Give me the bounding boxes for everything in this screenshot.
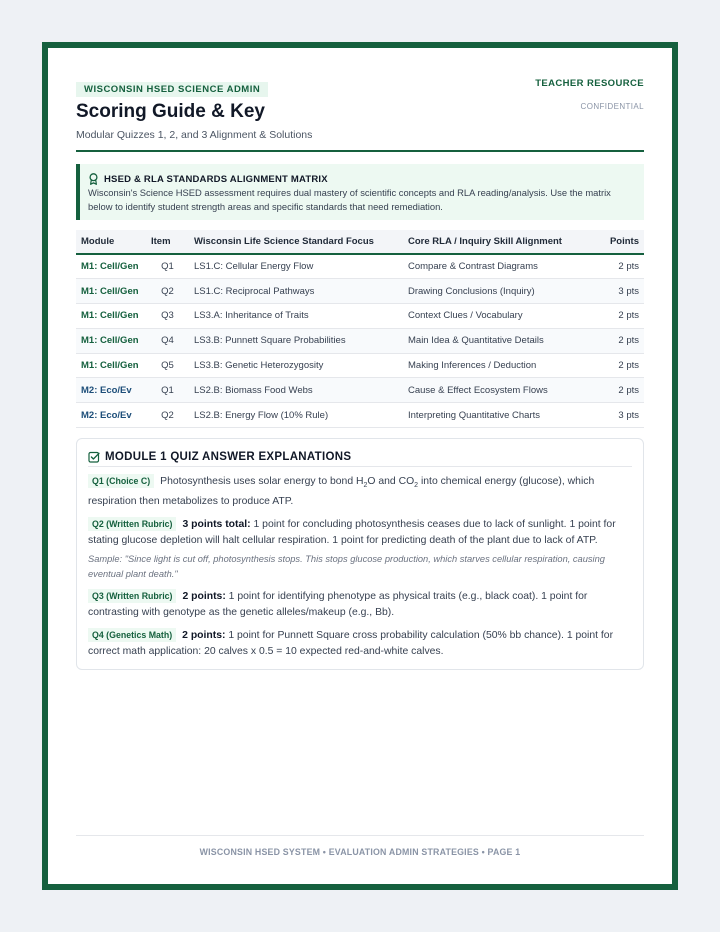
col-header-module: Module xyxy=(76,230,146,254)
cell-standard: LS1.C: Cellular Energy Flow xyxy=(189,254,403,279)
q1-text-c: into chemical energy (glucose), which respiration then metabolizes to produce ATP. xyxy=(88,476,595,508)
cell-skill: Context Clues / Vocabulary xyxy=(403,304,589,329)
q3-points: 2 points: xyxy=(182,591,226,603)
cell-item: Q3 xyxy=(146,304,189,329)
table-row xyxy=(76,304,644,329)
answer-explanations-card xyxy=(76,438,644,670)
footer-divider xyxy=(76,835,644,836)
callout-title: HSED & RLA STANDARDS ALIGNMENT MATRIX xyxy=(104,173,328,185)
table-row xyxy=(76,353,644,378)
q3-tag: Q3 (Written Rubric) xyxy=(88,589,176,603)
table-row xyxy=(76,378,644,403)
page-subtitle: Modular Quizzes 1, 2, and 3 Alignment & Solutions xyxy=(76,129,313,141)
cell-points: 3 pts xyxy=(589,403,644,428)
cell-points: 2 pts xyxy=(589,304,644,329)
table-row xyxy=(76,279,644,304)
q4-tag: Q4 (Genetics Math) xyxy=(88,628,176,642)
cell-skill: Main Idea & Quantitative Details xyxy=(403,328,589,353)
cell-item: Q1 xyxy=(146,378,189,403)
cell-standard: LS1.C: Reciprocal Pathways xyxy=(189,279,403,304)
answers-title: MODULE 1 QUIZ ANSWER EXPLANATIONS xyxy=(105,450,352,463)
answers-heading xyxy=(88,449,632,467)
page-header xyxy=(76,48,644,152)
cell-item: Q1 xyxy=(146,254,189,279)
alignment-callout xyxy=(76,164,644,220)
answer-q4 xyxy=(88,628,632,660)
scoring-guide-page xyxy=(42,42,678,890)
cell-points: 2 pts xyxy=(589,328,644,353)
cell-item: Q5 xyxy=(146,353,189,378)
q1-text-b: O and CO xyxy=(367,476,415,487)
cell-module: M2: Eco/Ev xyxy=(76,403,146,428)
cell-module: M1: Cell/Gen xyxy=(76,254,146,279)
q1-subscript-a: 2 xyxy=(363,482,368,490)
col-header-points: Points xyxy=(589,230,644,254)
table-row xyxy=(76,403,644,428)
q1-subscript-b: 2 xyxy=(414,482,419,490)
teacher-resource-label: TEACHER RESOURCE xyxy=(535,78,644,89)
program-badge: WISCONSIN HSED SCIENCE ADMIN xyxy=(76,82,268,97)
cell-skill: Compare & Contrast Diagrams xyxy=(403,254,589,279)
q1-text-a: Photosynthesis uses solar energy to bond H xyxy=(160,476,364,487)
cell-points: 2 pts xyxy=(589,254,644,279)
page-footer: WISCONSIN HSED SYSTEM • EVALUATION ADMIN STRATEGIES • PAGE 1 xyxy=(199,847,521,857)
cell-module: M1: Cell/Gen xyxy=(76,353,146,378)
cell-skill: Interpreting Quantitative Charts xyxy=(403,403,589,428)
cell-points: 2 pts xyxy=(589,378,644,403)
cell-module: M1: Cell/Gen xyxy=(76,304,146,329)
cell-item: Q4 xyxy=(146,328,189,353)
table-header-row xyxy=(76,230,644,254)
page-content xyxy=(76,48,644,857)
cell-module: M1: Cell/Gen xyxy=(76,279,146,304)
q4-points: 2 points: xyxy=(182,630,226,642)
cell-module: M2: Eco/Ev xyxy=(76,378,146,403)
cell-module: M1: Cell/Gen xyxy=(76,328,146,353)
cell-standard: LS3.A: Inheritance of Traits xyxy=(189,304,403,329)
answer-q3 xyxy=(88,589,632,621)
answer-q2 xyxy=(88,517,632,549)
col-header-item: Item xyxy=(146,230,189,254)
callout-text: Wisconsin's Science HSED assessment requires dual mastery of scientific concepts and RLA reading/analysis. Use the matrix below to identify student strength areas and specific standards that need remediation. xyxy=(88,187,611,212)
q1-tag: Q1 (Choice C) xyxy=(88,474,154,488)
cell-skill: Making Inferences / Deduction xyxy=(403,353,589,378)
q4-text: 1 point for Punnett Square cross probability calculation (50% bb chance). 1 point for correct math application: 20 calves x 0.5 = 10 expected red-and-white calves. xyxy=(88,630,614,658)
cell-standard: LS3.B: Genetic Heterozygosity xyxy=(189,353,403,378)
col-header-skill: Core RLA / Inquiry Skill Alignment xyxy=(403,230,589,254)
col-header-standard: Wisconsin Life Science Standard Focus xyxy=(189,230,403,254)
table-row xyxy=(76,328,644,353)
cell-item: Q2 xyxy=(146,279,189,304)
cell-points: 3 pts xyxy=(589,279,644,304)
cell-skill: Drawing Conclusions (Inquiry) xyxy=(403,279,589,304)
table-row xyxy=(76,254,644,279)
page-title: Scoring Guide & Key xyxy=(76,101,265,122)
cell-points: 2 pts xyxy=(589,353,644,378)
cell-item: Q2 xyxy=(146,403,189,428)
standards-alignment-table xyxy=(76,230,644,428)
q3-text: 1 point for identifying phenotype as physical traits (e.g., black coat). 1 point for contrasting with genotype as the genetic alleles/makeup (e.g., Bb). xyxy=(88,591,588,619)
cell-standard: LS3.B: Punnett Square Probabilities xyxy=(189,328,403,353)
q2-tag: Q2 (Written Rubric) xyxy=(88,517,176,531)
cell-standard: LS2.B: Biomass Food Webs xyxy=(189,378,403,403)
checkbox-icon xyxy=(88,451,100,463)
cell-standard: LS2.B: Energy Flow (10% Rule) xyxy=(189,403,403,428)
callout-heading xyxy=(88,172,636,186)
q2-sample-answer: Sample: "Since light is cut off, photosynthesis stops. This stops glucose production, which starves cellular respiration, causing eventual plant death." xyxy=(88,554,605,580)
ribbon-award-icon xyxy=(88,173,99,185)
confidential-label: CONFIDENTIAL xyxy=(580,102,644,111)
answer-q1 xyxy=(88,474,632,510)
cell-skill: Cause & Effect Ecosystem Flows xyxy=(403,378,589,403)
q2-points: 3 points total: xyxy=(182,519,251,531)
q2-text: 1 point for concluding photosynthesis ceases due to lack of sunlight. 1 point for stating glucose depletion will halt cellular respiration. 1 point for predicting death of the plant due to lack of ATP. xyxy=(88,519,616,547)
